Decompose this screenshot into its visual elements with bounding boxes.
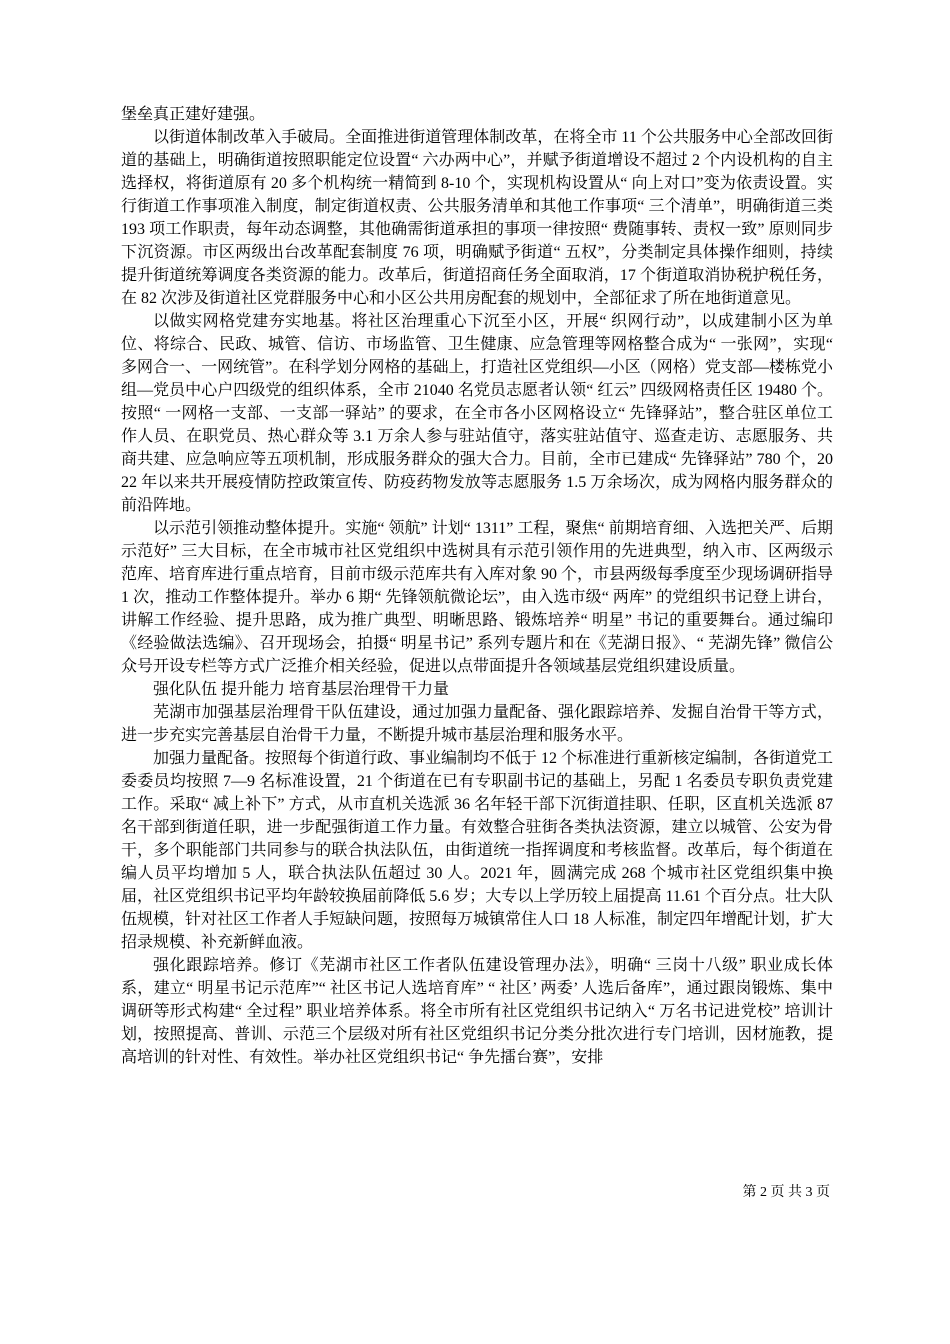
paragraph-continuation: 堡垒真正建好建强。	[121, 106, 266, 123]
page-footer	[743, 1184, 831, 1202]
paragraph-demonstration-leading: 以示范引领推动整体提升。实施“ 领航” 计划“ 1311” 工程，聚焦“ 前期培育细、入选把关严、后期示范好” 三大目标，在全市城市社区党组织中选树具有示范引领作用的先进典型，纳入市、区两级示范库、培育库进行重点培育，目前市级示范库共有入库对象 90 个，市县两级每季度至少现场调研指导 1 次，推动工作整体提升。举办 6 期“ 先锋领航微论坛”，由入选市级“ 两库” 的党组织书记登上讲台，讲解工作经验、提升思路，成为推广典型、明晰思路、锻炼培养“ 明星” 书记的重要舞台。通过编印《经验做法选编》、召开现场会，拍摄“ 明星书记” 系列专题片和在《芜湖日报》、“ 芜湖先锋” 微信公众号开设专栏等方式广泛推介相关经验，促进以点带面提升各领域基层党组织建设质量。	[121, 520, 834, 675]
paragraph-strengthen-staffing: 加强力量配备。按照每个街道行政、事业编制均不低于 12 个标准进行重新核定编制，各街道党工委委员均按照 7—9 名标准设置，21 个街道在已有专职副书记的基础上，另配 1 名委员专职负责党建工作。采取“ 减上补下” 方式，从市直机关选派 36 名年轻干部下沉街道挂职、任职，区直机关选派 87 名干部到街道任职，进一步配强街道工作力量。有效整合驻街各类执法资源，建立以城管、公安为骨干，多个职能部门共同参与的联合执法队伍，由街道统一指挥调度和考核监督。改革后，每个街道在编人员平均增加 5 人，联合执法队伍超过 30 人。2021 年，圆满完成 268 个城市社区党组织集中换届，社区党组织书记平均年龄较换届前降低 5.6 岁；大专以上学历较上届提高 11.61 个百分点。壮大队伍规模，针对社区工作者人手短缺问题，按照每万城镇常住人口 18 人标准，制定四年增配计划，扩大招录规模、补充新鲜血液。	[121, 750, 834, 951]
section-heading: 强化队伍 提升能力 培育基层治理骨干力量	[153, 681, 450, 698]
page-number: 第 2 页 共 3 页	[742, 1185, 830, 1200]
paragraph-street-system-reform: 以街道体制改革入手破局。全面推进街道管理体制改革，在将全市 11 个公共服务中心全部改回街道的基础上，明确街道按照职能定位设置“ 六办两中心”，并赋予街道增设不超过 2 个内设机构的自主选择权，将街道原有 20 多个机构统一精简到 8-10 个，实现机构设置从“ 向上对口”变为依责设置。实行街道工作事项准入制度，制定街道权责、公共服务清单和其他工作事项“ 三个清单”，明确街道三类 193 项工作职责，每年动态调整，其他确需街道承担的事项一律按照“ 费随事转、责权一致” 原则同步下沉资源。市区两级出台改革配套制度 76 项，明确赋予街道“ 五权”，分类制定具体操作细则，持续提升街道统筹调度各类资源的能力。改革后，街道招商任务全面取消，17 个街道取消协税护税任务，在 82 次涉及街道社区党群服务中心和小区公共用房配套的规划中，全部征求了所在地街道意见。	[121, 129, 833, 307]
paragraph-grid-party-building: 以做实网格党建夯实地基。将社区治理重心下沉至小区，开展“ 织网行动”，以成建制小区为单位、将综合、民政、城管、信访、市场监管、卫生健康、应急管理等网格整合成为“ 一张网”，实现“ 多网合一、一网统管”。在科学划分网格的基础上，打造社区党组织—小区（网格）党支部—楼栋党小组—党员中心户四级党的组织体系，全市 21040 名党员志愿者认领“ 红云” 四级网格责任区 19480 个。按照“ 一网格一支部、一支部一驿站” 的要求，在全市各小区网格设立“ 先锋驿站”，整合驻区单位工作人员、在职党员、热心群众等 3.1 万余人参与驻站值守，落实驻站值守、巡查走访、志愿服务、共商共建、应急响应等五项机制，形成服务群众的强大合力。目前，全市已建成“ 先锋驿站” 780 个，2022 年以来共开展疫情防控政策宣传、防疫药物发放等志愿服务 1.5 万余场次，成为网格内服务群众的前沿阵地。	[121, 313, 833, 514]
paragraph-section-intro: 芜湖市加强基层治理骨干队伍建设，通过加强力量配备、强化跟踪培养、发掘自治骨干等方式，进一步充实完善基层自治骨干力量，不断提升城市基层治理和服务水平。	[121, 704, 833, 744]
paragraph-tracking-training: 强化跟踪培养。修订《芜湖市社区工作者队伍建设管理办法》，明确“ 三岗十八级” 职业成长体系，建立“ 明星书记示范库”“ 社区书记人选培育库” “ 社区’ 两委’ 人选后备库”，通过跟岗锻炼、集中调研等形式构建“ 全过程” 职业培养体系。将全市所有社区党组织书记纳入“ 万名书记进党校” 培训计划，按照提高、普训、示范三个层级对所有社区党组织书记分类分批次进行专门培训，因材施教，提高培训的针对性、有效性。举办社区党组织书记“ 争先擂台赛”，安排	[121, 957, 833, 1066]
document-body	[121, 103, 833, 1069]
